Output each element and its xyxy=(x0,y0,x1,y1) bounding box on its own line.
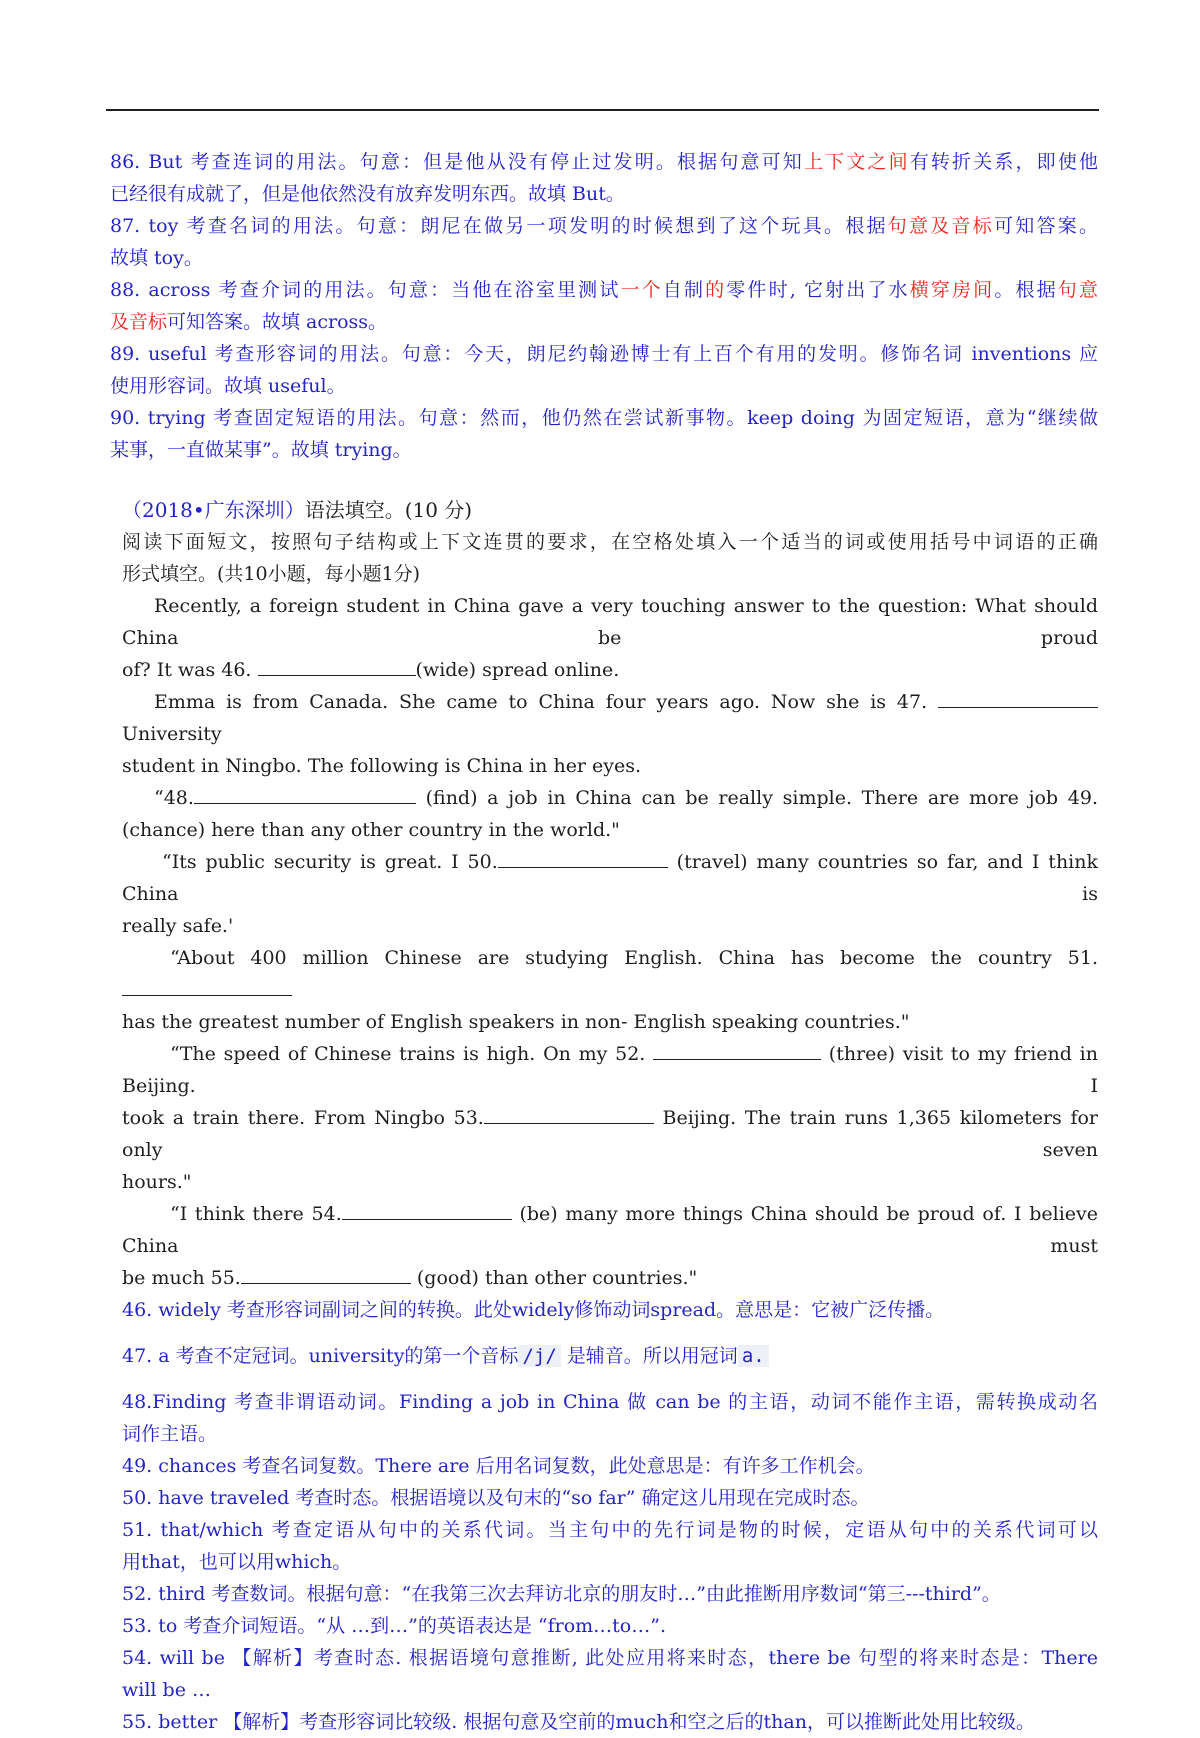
passage-p1-line2: of? It was 46. (wide) spread online. xyxy=(122,659,620,681)
blank-47[interactable] xyxy=(938,689,1098,708)
blank-48[interactable] xyxy=(194,785,416,804)
answer-88-line2: 及音标可知答案。故填 across。 xyxy=(110,311,388,333)
answer-87-line2: 故填 toy。 xyxy=(110,247,203,269)
header-rule xyxy=(106,109,1099,111)
passage-p2-line2: student in Ningbo. The following is China in her eyes. xyxy=(122,755,642,777)
blank-53[interactable] xyxy=(484,1105,654,1124)
answer-89-line1: 89. useful 考查形容词的用法。句意：今天，朗尼约翰逊博士有上百个有用的发明。修饰名词 inventions 应 xyxy=(110,343,1098,365)
answer-54-line1: 54. will be 【解析】考查时态. 根据语境句意推断, 此处应用将来时态，there be 句型的将来时态是：There xyxy=(122,1647,1098,1669)
answer-87-line1: 87. toy 考查名词的用法。句意：朗尼在做另一项发明的时候想到了这个玩具。根据句意及音标可知答案。 xyxy=(110,215,1098,237)
section-title: （2018•广东深圳）语法填空。(10 分) xyxy=(122,498,473,522)
answer-52: 52. third 考查数词。根据句意：“在我第三次去拜访北京的朋友时…”由此推断用序数词“第三---third”。 xyxy=(122,1583,1001,1605)
passage-p3-line1: “48. (find) a job in China can be really simple. There are more job 49. xyxy=(154,787,1098,809)
answer-90-line1: 90. trying 考查固定短语的用法。句意：然而，他仍然在尝试新事物。keep doing 为固定短语，意为“继续做 xyxy=(110,407,1098,429)
answer-53: 53. to 考查介词短语。“从 …到…”的英语表达是 “from…to…”. xyxy=(122,1615,666,1637)
passage-p6-line3: hours." xyxy=(122,1171,192,1193)
passage-p1-line1: Recently, a foreign student in China gave a very touching answer to the question: What should China be proud xyxy=(122,595,1098,649)
passage-p2-line1: Emma is from Canada. She came to China four years ago. Now she is 47. University xyxy=(122,686,1098,750)
blank-52[interactable] xyxy=(653,1041,821,1060)
answer-47: 47. a 考查不定冠词。university的第一个音标 /j/ 是辅音。所以用冠词 a. xyxy=(122,1340,1098,1372)
section-grammar-fill xyxy=(122,494,1098,1738)
answer-48-line1: 48.Finding 考查非谓语动词。Finding a job in China 做 can be 的主语，动词不能作主语，需转换成动名 xyxy=(122,1391,1098,1413)
blank-50[interactable] xyxy=(498,849,668,868)
answer-86-line1: 86. But 考查连词的用法。句意：但是他从没有停止过发明。根据句意可知上下文之间有转折关系，即使他 xyxy=(110,151,1098,173)
answer-46: 46. widely 考查形容词副词之间的转换。此处widely修饰动词spread。意思是：它被广泛传播。 xyxy=(122,1299,945,1321)
passage-p4-line1: “Its public security is great. I 50. (travel) many countries so far, and I think China is xyxy=(122,851,1099,905)
passage-p6-line2: took a train there. From Ningbo 53. Beijing. The train runs 1,365 kilometers for only seven xyxy=(122,1107,1099,1161)
answers-46-55 xyxy=(122,1294,1098,1738)
answer-51-line1: 51. that/which 考查定语从句中的关系代词。当主句中的先行词是物的时候，定语从句中的关系代词可以 xyxy=(122,1519,1098,1541)
answer-48-line2: 词作主语。 xyxy=(122,1423,218,1445)
answers-86-90 xyxy=(110,146,1098,466)
answer-88-line1: 88. across 考查介词的用法。句意：当他在浴室里测试一个自制的零件时, 它射出了水横穿房间。根据句意 xyxy=(110,279,1098,301)
blank-51[interactable] xyxy=(122,977,292,996)
passage-p7-line2: be much 55. (good) than other countries." xyxy=(122,1267,698,1289)
answer-90-line2: 某事，一直做某事”。故填 trying。 xyxy=(110,439,412,461)
passage-p7-line1: “I think there 54. (be) many more things China should be proud of. I believe China must xyxy=(122,1203,1098,1257)
passage-p5-line1: “About 400 million Chinese are studying English. China has become the country 51. xyxy=(122,942,1098,1006)
instructions-line2: 形式填空。(共10小题，每小题1分) xyxy=(122,563,421,585)
passage-p3-line2: (chance) here than any other country in the world." xyxy=(122,819,620,841)
answer-54-line2: will be … xyxy=(122,1679,211,1701)
passage-p6-line1: “The speed of Chinese trains is high. On my 52. (three) visit to my friend in Beijing. I xyxy=(122,1043,1098,1097)
passage-p4-line2: really safe.' xyxy=(122,915,234,937)
answer-50: 50. have traveled 考查时态。根据语境以及句末的“so far” 确定这儿用现在完成时态。 xyxy=(122,1487,870,1509)
answer-89-line2: 使用形容词。故填 useful。 xyxy=(110,375,346,397)
answer-86-line2: 已经很有成就了，但是他依然没有放弃发明东西。故填 But。 xyxy=(110,183,625,205)
passage-p5-line2: has the greatest number of English speakers in non- English speaking countries." xyxy=(122,1011,910,1033)
answer-51-line2: 用that，也可以用which。 xyxy=(122,1551,352,1573)
instructions-line1: 阅读下面短文，按照句子结构或上下文连贯的要求，在空格处填入一个适当的词或使用括号中词语的正确 xyxy=(122,531,1098,553)
blank-55[interactable] xyxy=(241,1265,411,1284)
blank-46[interactable] xyxy=(258,657,416,676)
answer-55: 55. better 【解析】考查形容词比较级. 根据句意及空前的much和空之后的than，可以推断此处用比较级。 xyxy=(122,1711,1035,1733)
blank-54[interactable] xyxy=(342,1201,512,1220)
answer-49: 49. chances 考查名词复数。There are 后用名词复数，此处意思是：有许多工作机会。 xyxy=(122,1455,875,1477)
